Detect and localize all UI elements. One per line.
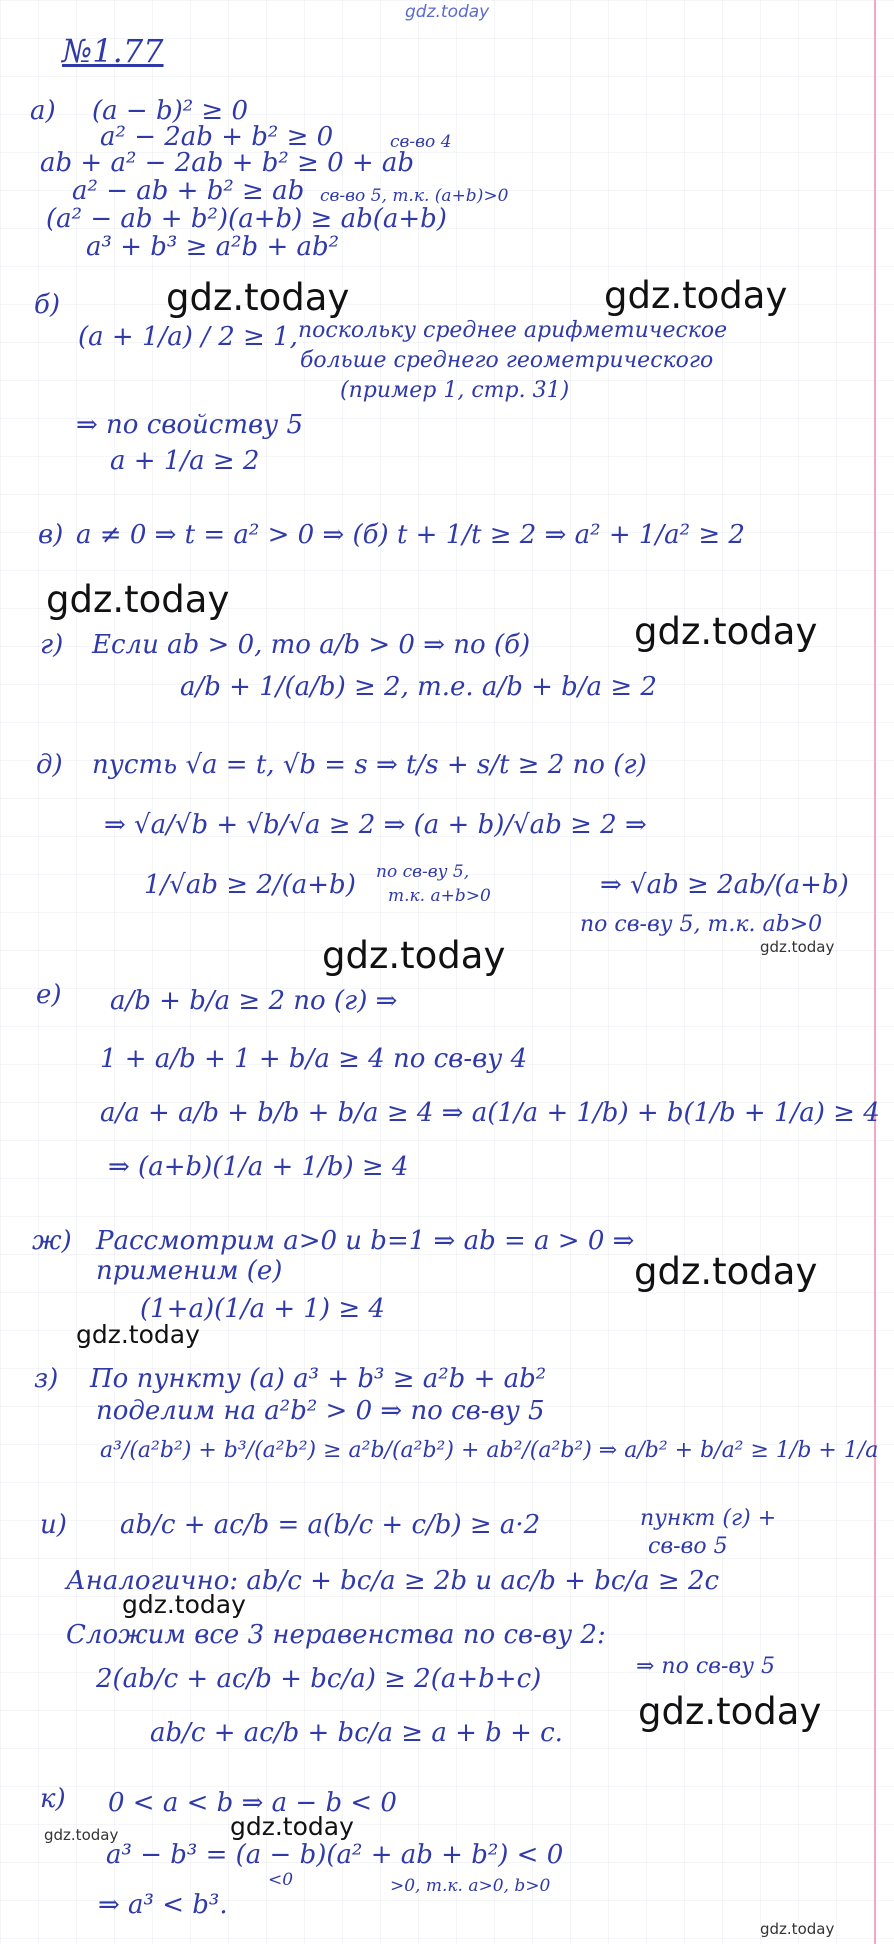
b-line-3: a + 1/a ≥ 2	[110, 446, 260, 476]
watermark: gdz.today	[604, 274, 788, 317]
watermark: gdz.today	[638, 1690, 822, 1733]
v-line-1: a ≠ 0 ⇒ t = a² > 0 ⇒ (б) t + 1/t ≥ 2 ⇒ a² + 1/a² ≥ 2	[76, 520, 745, 550]
watermark: gdz.today	[634, 1250, 818, 1293]
watermark: gdz.today	[166, 276, 350, 319]
label-g: г)	[40, 630, 64, 660]
b-text-1: поскольку среднее арифметическое	[298, 318, 728, 343]
label-e: е)	[36, 980, 62, 1010]
d-line-1: пусть √a = t, √b = s ⇒ t/s + s/t ≥ 2 по (г)	[92, 750, 647, 780]
label-b: б)	[34, 290, 61, 320]
d-line-3b: ⇒ √ab ≥ 2ab/(a+b)	[600, 870, 849, 900]
z-line-1: По пункту (а) a³ + b³ ≥ a²b + ab²	[90, 1364, 547, 1394]
label-zh: ж)	[32, 1226, 72, 1256]
k-line-3: ⇒ a³ < b³.	[98, 1890, 228, 1920]
label-k: к)	[40, 1784, 66, 1814]
k-line-2: a³ − b³ = (a − b)(a² + ab + b²) < 0	[106, 1840, 564, 1870]
label-v: в)	[38, 520, 64, 550]
a-note-2: св-во 5, т.к. (a+b)>0	[320, 186, 509, 206]
e-line-4: ⇒ (a+b)(1/a + 1/b) ≥ 4	[108, 1152, 409, 1182]
d-line-2: ⇒ √a/√b + √b/√a ≥ 2 ⇒ (a + b)/√ab ≥ 2 ⇒	[104, 810, 647, 840]
watermark: gdz.today	[46, 578, 230, 621]
i-line-2: Аналогично: ab/c + bc/a ≥ 2b и ac/b + bc/a ≥ 2c	[66, 1566, 720, 1596]
k-note-1: <0	[268, 1870, 294, 1890]
watermark: gdz.today	[122, 1590, 246, 1619]
b-text-2: больше среднего геометрического	[300, 348, 714, 373]
a-line-5: (a² − ab + b²)(a+b) ≥ ab(a+b)	[46, 204, 447, 234]
i-line-1: ab/c + ac/b = a(b/c + c/b) ≥ a·2	[120, 1510, 541, 1540]
zh-line-1: Рассмотрим a>0 и b=1 ⇒ ab = a > 0 ⇒	[96, 1226, 635, 1256]
watermark: gdz.today	[760, 938, 835, 956]
g-line-1: Если ab > 0, то a/b > 0 ⇒ по (б)	[92, 630, 531, 660]
label-d: д)	[36, 750, 63, 780]
z-line-3: a³/(a²b²) + b³/(a²b²) ≥ a²b/(a²b²) + ab²/(a²b²) ⇒ a/b² + b/a² ≥ 1/b + 1/a	[100, 1438, 879, 1463]
a-line-4: a² − ab + b² ≥ ab	[72, 176, 305, 206]
a-line-2: a² − 2ab + b² ≥ 0	[100, 122, 334, 152]
a-line-3: ab + a² − 2ab + b² ≥ 0 + ab	[40, 148, 415, 178]
k-note-2: >0, т.к. a>0, b>0	[390, 1876, 551, 1896]
d-note-2: т.к. a+b>0	[388, 886, 491, 906]
a-line-1: (a − b)² ≥ 0	[92, 96, 249, 126]
zh-line-3: (1+a)(1/a + 1) ≥ 4	[140, 1294, 385, 1324]
i-note-1: пункт (г) +	[640, 1506, 777, 1531]
e-line-1: a/b + b/a ≥ 2 по (г) ⇒	[110, 986, 398, 1016]
b-fraction: (a + 1/a) / 2 ≥ 1,	[78, 322, 298, 352]
watermark: gdz.today	[760, 1920, 835, 1938]
margin-line	[874, 0, 876, 1944]
problem-title: №1.77	[62, 32, 164, 70]
watermark: gdz.today	[634, 610, 818, 653]
z-line-2: поделим на a²b² > 0 ⇒ по св-ву 5	[96, 1396, 545, 1426]
d-line-4: по св-ву 5, т.к. ab>0	[580, 912, 823, 937]
i-note-3: ⇒ по св-ву 5	[636, 1654, 775, 1679]
i-note-2: св-во 5	[648, 1534, 728, 1559]
a-note-1: св-во 4	[390, 132, 452, 152]
i-line-4: 2(ab/c + ac/b + bc/a) ≥ 2(a+b+c)	[96, 1664, 542, 1694]
e-line-2: 1 + a/b + 1 + b/a ≥ 4 по св-ву 4	[100, 1044, 528, 1074]
b-line-2: ⇒ по свойству 5	[76, 410, 304, 440]
label-a: а)	[30, 96, 56, 126]
i-line-3: Сложим все 3 неравенства по св-ву 2:	[66, 1620, 606, 1650]
zh-line-2: применим (е)	[96, 1256, 283, 1286]
g-line-2: a/b + 1/(a/b) ≥ 2, т.е. a/b + b/a ≥ 2	[180, 672, 657, 702]
e-line-3: a/a + a/b + b/b + b/a ≥ 4 ⇒ a(1/a + 1/b) + b(1/b + 1/a) ≥ 4	[100, 1098, 880, 1128]
watermark: gdz.today	[44, 1826, 119, 1844]
a-line-6: a³ + b³ ≥ a²b + ab²	[86, 232, 340, 262]
watermark: gdz.today	[322, 934, 506, 977]
b-text-3: (пример 1, стр. 31)	[340, 378, 570, 403]
d-note-1: по св-ву 5,	[376, 862, 470, 882]
watermark: gdz.today	[230, 1812, 354, 1841]
i-line-5: ab/c + ac/b + bc/a ≥ a + b + c.	[150, 1718, 563, 1748]
label-i: и)	[40, 1510, 67, 1540]
top-watermark: gdz.today	[405, 2, 490, 22]
watermark: gdz.today	[76, 1320, 200, 1349]
d-line-3: 1/√ab ≥ 2/(a+b)	[144, 870, 356, 900]
k-line-1: 0 < a < b ⇒ a − b < 0	[108, 1788, 397, 1818]
label-z: з)	[34, 1364, 59, 1394]
